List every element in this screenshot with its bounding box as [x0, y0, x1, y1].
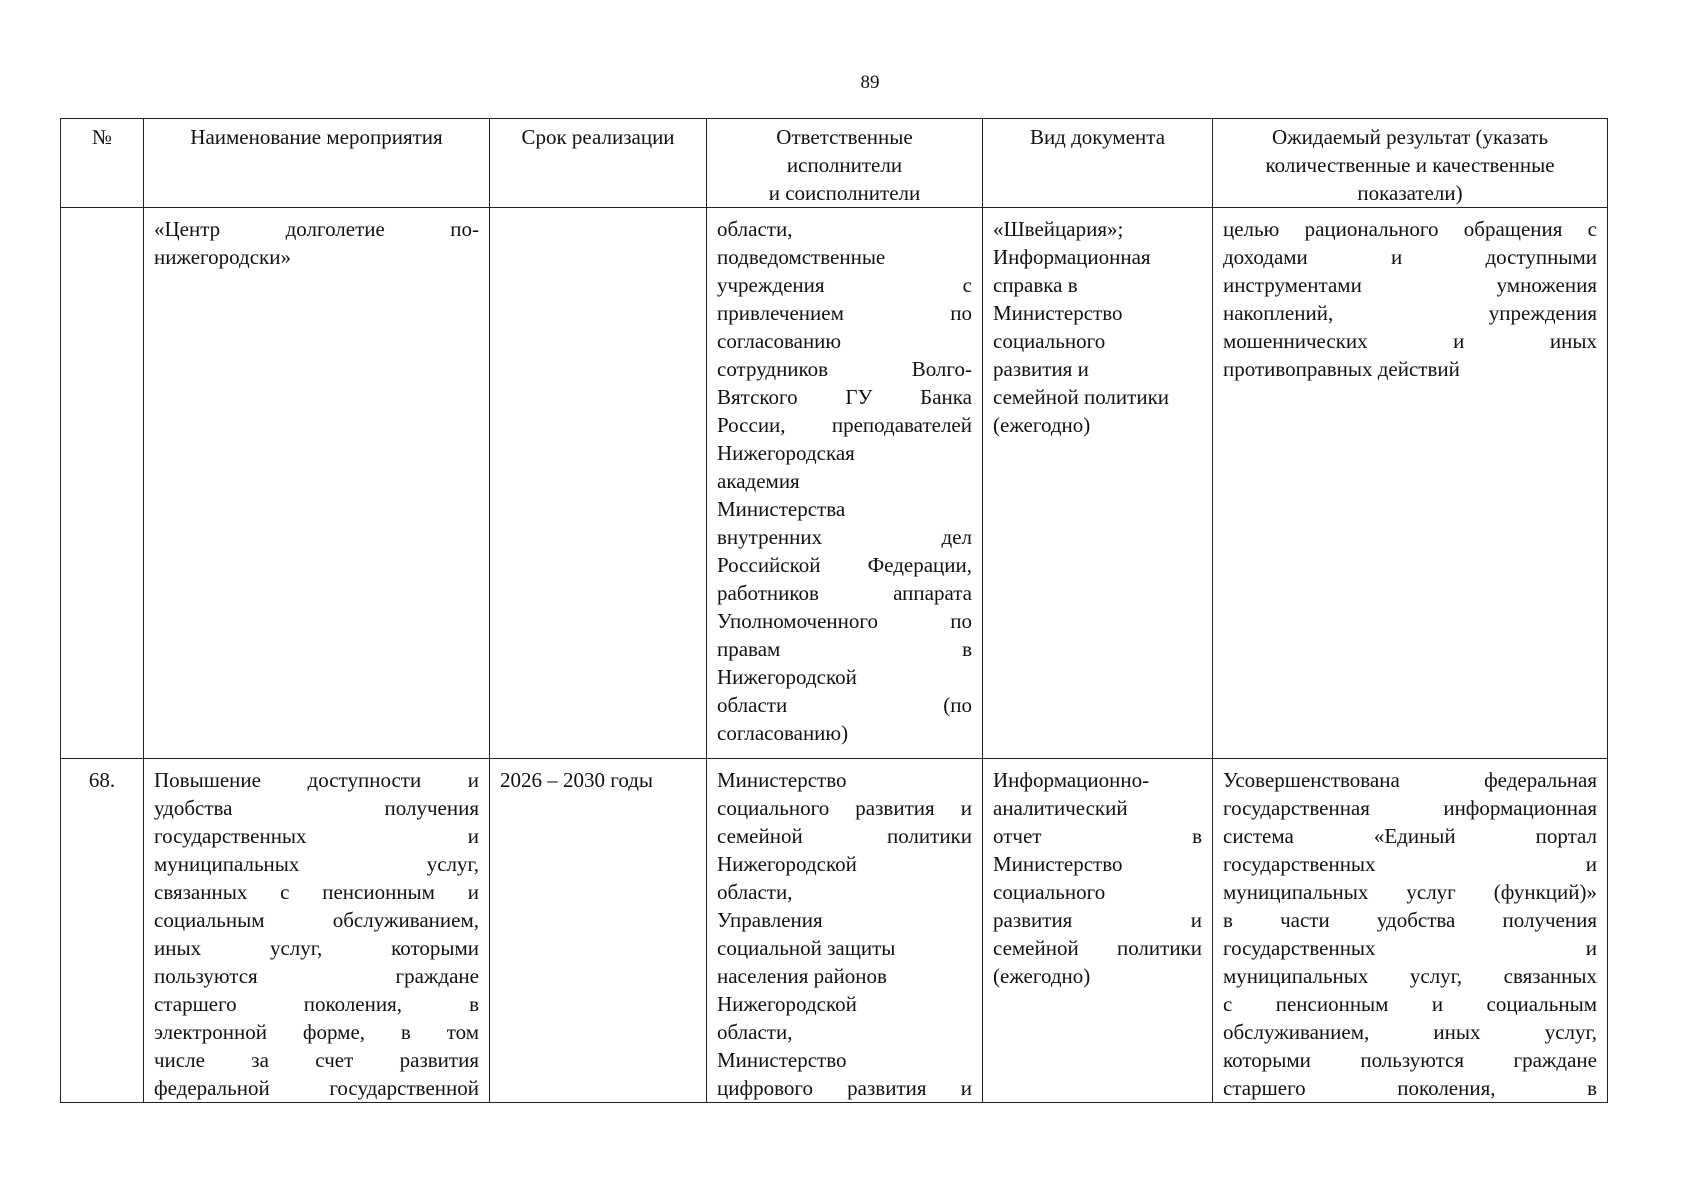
text-line: России, преподавателей — [717, 413, 972, 437]
text-line: удобства получения — [154, 796, 479, 820]
text-line: доходами и доступными — [1223, 245, 1597, 269]
text-line: государственных и — [154, 824, 479, 848]
text-line: государственных и — [1223, 936, 1597, 960]
text-line: муниципальных услуг (функций)» — [1223, 880, 1597, 904]
header-line: показатели) — [1357, 181, 1463, 205]
text-line: социального — [993, 880, 1106, 904]
text-line: Российской Федерации, — [717, 553, 972, 577]
text-line: аналитический — [993, 796, 1128, 820]
text-line: Повышение доступности и — [154, 768, 479, 792]
header-number: № — [61, 119, 144, 208]
text-line: академия — [717, 469, 800, 493]
text-line: (ежегодно) — [993, 413, 1091, 437]
text-line: подведомственные — [717, 245, 886, 269]
text-line: «Швейцария»; — [993, 217, 1124, 241]
text-line: Министерство — [993, 852, 1123, 876]
text-line: Нижегородской — [717, 992, 857, 1016]
text-line: семейной политики — [993, 936, 1202, 960]
text-line: пользуются граждане — [154, 964, 479, 988]
text-line: социального развития и — [717, 796, 972, 820]
cell-expected-result — [1213, 208, 1608, 759]
text-line: населения районов — [717, 964, 887, 988]
text-line: сотрудников Волго- — [717, 357, 972, 381]
text-line: семейной политики — [993, 385, 1170, 409]
cell-responsible-executors — [707, 208, 983, 759]
text-line: Министерство — [993, 301, 1123, 325]
text-line: Министерство — [717, 768, 847, 792]
text-line: согласованию — [717, 329, 842, 353]
cell-responsible-executors — [707, 759, 983, 1103]
text-line: Вятского ГУ Банка — [717, 385, 972, 409]
text-line: цифрового развития и — [717, 1076, 972, 1100]
text-line: накоплений, упреждения — [1223, 301, 1597, 325]
cell-number — [61, 208, 144, 759]
text-line: развития и — [993, 357, 1089, 381]
text-line: связанных с пенсионным и — [154, 880, 479, 904]
text-line: муниципальных услуг, связанных — [1223, 964, 1597, 988]
text-line: обслуживанием, иных услуг, — [1223, 1020, 1597, 1044]
text-line: учреждения с — [717, 273, 972, 297]
text-line: области (по — [717, 693, 972, 717]
cell-document-type — [983, 759, 1213, 1103]
cell-expected-result — [1213, 759, 1608, 1103]
text-line: числе за счет развития — [154, 1048, 479, 1072]
header-expected-result — [1213, 119, 1608, 208]
text-line: которыми пользуются граждане — [1223, 1048, 1597, 1072]
text-line: социальным обслуживанием, — [154, 908, 479, 932]
text-line: Управления — [717, 908, 823, 932]
text-line: согласованию) — [717, 721, 849, 745]
text-line: государственная информационная — [1223, 796, 1597, 820]
text-line: «Центр долголетие по- — [154, 217, 479, 241]
text-line: развития и — [993, 908, 1202, 932]
header-line: и соисполнители — [768, 181, 921, 205]
text-line: федеральной государственной — [154, 1076, 479, 1100]
table-row — [61, 759, 1608, 1103]
text-line: (ежегодно) — [993, 964, 1091, 988]
text-line: государственных и — [1223, 852, 1597, 876]
text-line: электронной форме, в том — [154, 1020, 479, 1044]
text-line: Информационно- — [993, 768, 1150, 792]
cell-implementation-period: 2026 – 2030 годы — [490, 759, 707, 1103]
text-line: противоправных действий — [1223, 357, 1460, 381]
cell-implementation-period — [490, 208, 707, 759]
text-line: Нижегородская — [717, 441, 855, 465]
text-line: Министерство — [717, 1048, 847, 1072]
header-responsible-executors — [707, 119, 983, 208]
text-line: Информационная — [993, 245, 1151, 269]
text-line: правам в — [717, 637, 972, 661]
cell-number: 68. — [61, 759, 144, 1103]
text-line: Нижегородской — [717, 665, 857, 689]
text-line: в части удобства получения — [1223, 908, 1597, 932]
text-line: старшего поколения, в — [1223, 1076, 1597, 1100]
measures-table — [60, 118, 1608, 1103]
text-line: муниципальных услуг, — [154, 852, 479, 876]
header-line: количественные и качественные — [1265, 153, 1555, 177]
header-line: исполнители — [786, 153, 903, 177]
text-line: нижегородски» — [154, 245, 291, 269]
text-line: мошеннических и иных — [1223, 329, 1597, 353]
text-line: социальной защиты — [717, 936, 896, 960]
text-line: социального — [993, 329, 1106, 353]
header-document-type: Вид документа — [983, 119, 1213, 208]
text-line: внутренних дел — [717, 525, 972, 549]
text-line: работников аппарата — [717, 581, 972, 605]
header-line: Ожидаемый результат (указать — [1271, 125, 1549, 149]
text-line: привлечением по — [717, 301, 972, 325]
text-line: области, — [717, 1020, 793, 1044]
text-line: области, — [717, 880, 793, 904]
text-line: справка в — [993, 273, 1078, 297]
text-line: иных услуг, которыми — [154, 936, 479, 960]
cell-measure-name — [144, 208, 490, 759]
text-line: целью рационального обращения с — [1223, 217, 1597, 241]
table-row — [61, 208, 1608, 759]
text-line: Нижегородской — [717, 852, 857, 876]
page-number: 89 — [860, 72, 880, 93]
text-line: система «Единый портал — [1223, 824, 1597, 848]
cell-document-type — [983, 208, 1213, 759]
text-line: Усовершенствована федеральная — [1223, 768, 1597, 792]
text-line: области, — [717, 217, 793, 241]
text-line: Уполномоченного по — [717, 609, 972, 633]
cell-measure-name — [144, 759, 490, 1103]
table-header-row — [61, 119, 1608, 208]
text-line: старшего поколения, в — [154, 992, 479, 1016]
text-line: с пенсионным и социальным — [1223, 992, 1597, 1016]
text-line: отчет в — [993, 824, 1202, 848]
header-measure-name: Наименование мероприятия — [144, 119, 490, 208]
text-line: инструментами умножения — [1223, 273, 1597, 297]
header-implementation-period: Срок реализации — [490, 119, 707, 208]
header-line: Ответственные — [776, 125, 913, 149]
text-line: Министерства — [717, 497, 846, 521]
text-line: семейной политики — [717, 824, 972, 848]
